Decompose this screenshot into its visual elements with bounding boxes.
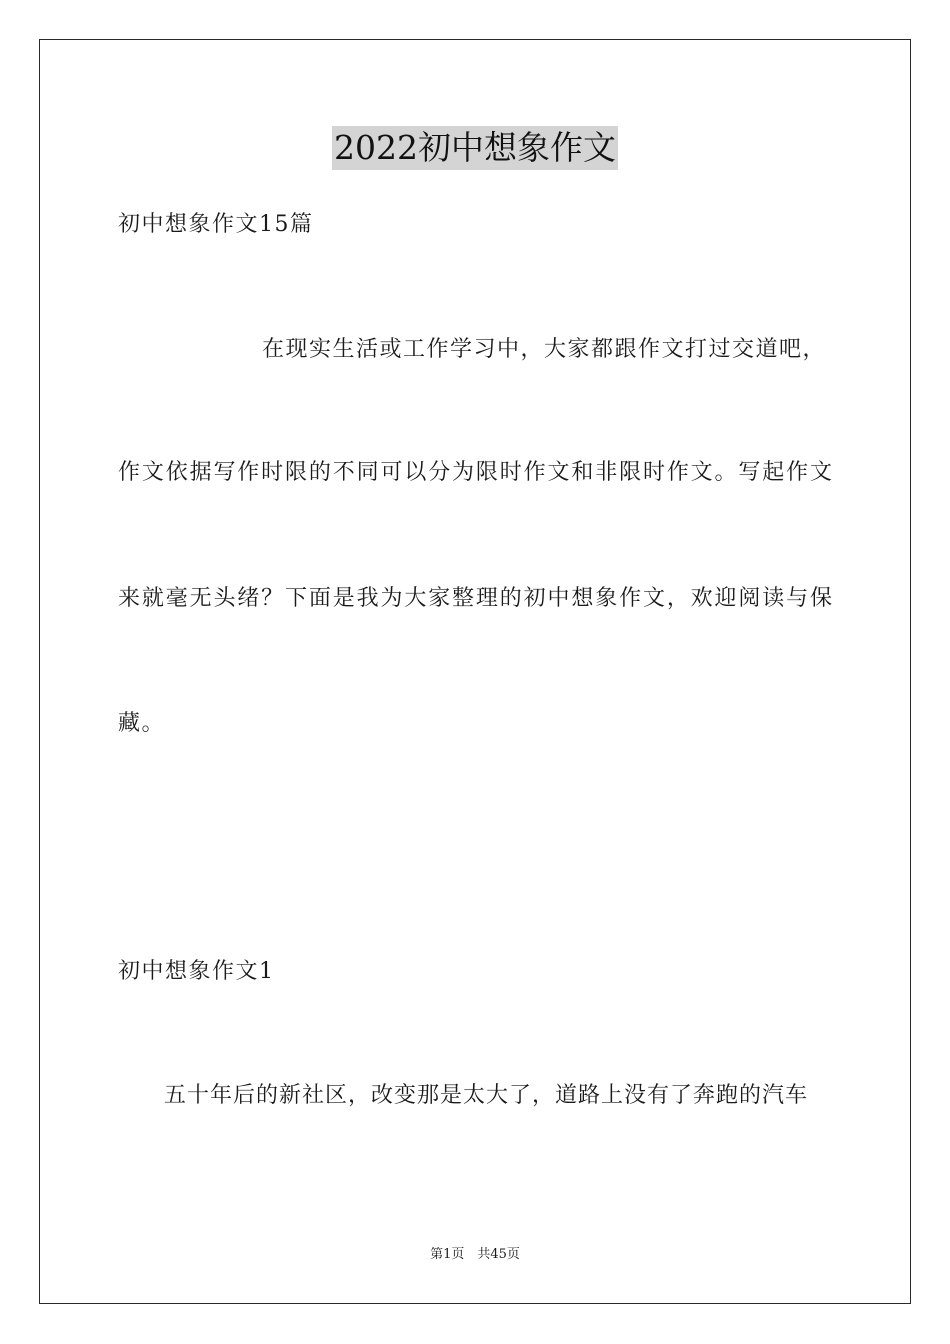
section-heading: 初中想象作文1: [118, 959, 275, 984]
title-container: [0, 126, 950, 170]
document-title: 2022初中想象作文: [332, 126, 618, 170]
page-footer: 第1页 共45页: [430, 1247, 520, 1262]
intro-paragraph-line-1: 在现实生活或工作学习中，大家都跟作文打过交道吧，: [262, 337, 827, 362]
intro-paragraph-line-4: 藏。: [118, 711, 166, 736]
section-paragraph-line-1: 五十年后的新社区，改变那是太大了，道路上没有了奔跑的汽车: [164, 1083, 809, 1108]
intro-paragraph-line-3: 来就毫无头绪？下面是我为大家整理的初中想象作文，欢迎阅读与保: [118, 586, 832, 611]
intro-paragraph-line-2: 作文依据写作时限的不同可以分为限时作文和非限时作文。写起作文: [118, 460, 832, 485]
document-subtitle: 初中想象作文15篇: [118, 212, 314, 237]
